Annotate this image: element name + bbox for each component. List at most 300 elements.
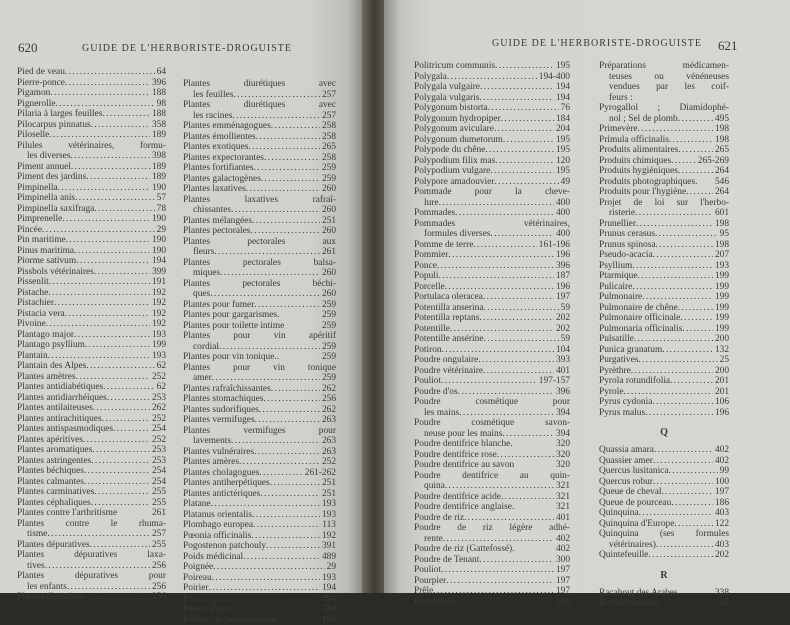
- index-entry: [414, 177, 570, 188]
- entry-term: Plantes diurétiques avec: [183, 79, 336, 90]
- index-entry: [599, 166, 729, 177]
- entry-term: Plantes calmantes: [17, 477, 84, 487]
- entry-term: Populi: [414, 271, 439, 281]
- index-entry: [599, 487, 729, 498]
- entry-term-continuation: feurs :: [599, 93, 729, 104]
- entry-term-continuation: [424, 534, 554, 545]
- entry-term: Plantes pour fumer: [183, 300, 254, 310]
- entry-term: Pigamon: [17, 88, 50, 98]
- entry-term-text: quina: [424, 481, 445, 491]
- entry-term: Politric ou perce-mousse: [183, 615, 276, 625]
- index-entry: [183, 478, 336, 489]
- entry-term-wrap: [183, 216, 320, 227]
- entry-term-wrap: [414, 334, 559, 345]
- entry-term-wrap: [183, 132, 320, 143]
- entry-term: Prendmain: [414, 597, 455, 607]
- entry-term-wrap: [17, 246, 150, 257]
- entry-term: Plantes digestives: [17, 592, 84, 602]
- entry-term-wrap: [414, 450, 554, 461]
- entry-term: Pilocarpus pinnatus: [17, 120, 91, 130]
- entry-term: Plantes laxatives rafraî-: [183, 195, 336, 206]
- entry-term: Pistache: [17, 288, 48, 298]
- entry-page: 199: [150, 340, 166, 351]
- entry-term-wrap: [17, 435, 150, 446]
- entry-continuation: [17, 582, 166, 593]
- entry-page: 197: [713, 487, 729, 498]
- entry-term: Pyrèthre: [599, 366, 631, 376]
- entry-page: 320: [554, 450, 570, 461]
- entry-term-wrap: [17, 298, 150, 309]
- entry-page: 402: [554, 544, 570, 555]
- entry-term-wrap: [17, 78, 150, 89]
- index-entry: [414, 292, 570, 303]
- entry-term: Plantes émollientes: [183, 132, 256, 142]
- entry-term-wrap: [183, 300, 320, 311]
- entry-term: Plantes amètres: [17, 372, 76, 382]
- entry-term: Poudre dentifrice acide: [414, 492, 501, 502]
- entry-term-wrap: [414, 61, 554, 72]
- entry-page: 188: [150, 88, 166, 99]
- entry-page: 197: [554, 576, 570, 587]
- entry-term-wrap: [599, 498, 713, 509]
- entry-term: Polypodium vulgare: [414, 166, 490, 176]
- entry-term: Plantes pour vin apéritif: [183, 331, 336, 342]
- entry-term: Plantes galactogènes: [183, 174, 261, 184]
- entry-term: Pinus maritima: [17, 246, 74, 256]
- entry-page: 400: [554, 229, 570, 240]
- entry-term: Plantes rafraîchissantes: [183, 384, 271, 394]
- entry-term: Pouliot: [414, 376, 441, 386]
- entry-term-continuation: [424, 481, 554, 492]
- entry-continuation: [414, 198, 570, 209]
- index-entry: [17, 351, 166, 362]
- entry-page: 194: [320, 594, 336, 605]
- index-entry: [17, 456, 166, 467]
- index-entry: [17, 78, 166, 89]
- entry-page: 192: [150, 288, 166, 299]
- entry-term-wrap: [599, 135, 713, 146]
- entry-term-continuation: [27, 561, 150, 572]
- entry-term: Pulsatille: [599, 334, 634, 344]
- entry-term-wrap: [183, 510, 320, 521]
- index-entry: [183, 510, 336, 521]
- entry-continuation: [599, 540, 729, 551]
- index-entry: [414, 397, 570, 418]
- entry-term-wrap: [17, 393, 150, 404]
- entry-term-wrap: [17, 120, 150, 131]
- index-entry: [599, 445, 729, 456]
- entry-continuation: [17, 561, 166, 572]
- entry-term: Racahout des Arabes: [599, 588, 678, 598]
- index-entry: [414, 324, 570, 335]
- entry-term-wrap: [183, 310, 320, 321]
- entry-term-wrap: [414, 345, 554, 356]
- running-head: GUIDE DE L'HERBORISTE-DROGUISTE: [82, 43, 292, 55]
- entry-page: 29: [325, 562, 336, 573]
- entry-term-continuation: [193, 289, 320, 300]
- entry-term-text: neuse pour les mains: [424, 429, 502, 439]
- entry-page: 194-400: [537, 72, 570, 83]
- entry-page: 193: [320, 499, 336, 510]
- entry-term-wrap: [183, 447, 320, 458]
- entry-term: Produits pour l'hygiène: [599, 187, 686, 197]
- entry-page: 195: [554, 135, 570, 146]
- entry-page: 200: [713, 334, 729, 345]
- entry-continuation: [183, 342, 336, 353]
- entry-page: 321: [554, 502, 570, 513]
- index-entry: [414, 261, 570, 272]
- entry-term: Quassier amer: [599, 456, 653, 466]
- entry-term-wrap: [183, 394, 320, 405]
- entry-term-wrap: [414, 565, 554, 576]
- entry-page: 403: [713, 508, 729, 519]
- index-entry: [17, 225, 166, 236]
- index-entry: [17, 435, 166, 446]
- section-letter-q: Q: [599, 427, 729, 438]
- entry-term: Plantes amères: [183, 457, 239, 467]
- entry-term-text: nol ; Sel de plomb: [609, 114, 678, 124]
- entry-page: 194: [320, 583, 336, 594]
- entry-term: Poireau: [183, 573, 212, 583]
- index-entry: [414, 145, 570, 156]
- index-entry: [17, 508, 166, 519]
- entry-term: Pilaria à larges feuilles: [17, 109, 102, 119]
- entry-term: Pyrola rotundifolia: [599, 376, 670, 386]
- entry-page: 321: [554, 492, 570, 503]
- entry-term-wrap: [599, 187, 713, 198]
- index-entry: [183, 457, 336, 468]
- entry-term: Plantes antiherpétiques: [183, 478, 270, 488]
- index-entry: [183, 132, 336, 143]
- entry-term: Queue de pourceau: [599, 498, 671, 508]
- entry-page: 192: [150, 319, 166, 330]
- index-entry: [599, 271, 729, 282]
- entry-term-wrap: [599, 240, 713, 251]
- entry-page: 260: [320, 226, 336, 237]
- entry-page: 400: [554, 208, 570, 219]
- entry-term: Plantes emménagogues: [183, 121, 271, 131]
- entry-term-wrap: [183, 405, 320, 416]
- entry-continuation: [183, 90, 336, 101]
- entry-page: 204: [554, 124, 570, 135]
- index-entry: [414, 355, 570, 366]
- index-entry: [414, 471, 570, 492]
- entry-term-wrap: [17, 130, 150, 141]
- entry-term: Quinquina: [599, 508, 639, 518]
- index-entry: [414, 114, 570, 125]
- entry-term: Plantes carminatives: [17, 487, 94, 497]
- index-entry: [183, 300, 336, 311]
- index-entry: [183, 121, 336, 132]
- entry-term: Plantes sudorifiques: [183, 405, 259, 415]
- entry-term: Ponce: [414, 261, 437, 271]
- index-entry: [17, 330, 166, 341]
- index-entry: [599, 282, 729, 293]
- entry-term-wrap: [414, 177, 559, 188]
- entry-term: Quassia amara: [599, 445, 654, 455]
- entry-continuation: [414, 229, 570, 240]
- entry-term-wrap: [17, 235, 150, 246]
- entry-term: Poids médicinal: [183, 552, 243, 562]
- entry-term-wrap: [17, 466, 150, 477]
- entry-term: Quintefeuille: [599, 550, 648, 560]
- entry-term-wrap: [414, 492, 554, 503]
- entry-term: Polygala: [414, 72, 447, 82]
- entry-term-wrap: [183, 552, 320, 563]
- entry-term-continuation: [424, 429, 554, 440]
- entry-term: Potentilla reptans: [414, 313, 479, 323]
- entry-page: 199: [713, 303, 729, 314]
- entry-term-wrap: [599, 313, 713, 324]
- index-entry: [183, 604, 336, 615]
- entry-term-wrap: [599, 145, 713, 156]
- entry-page: 259: [320, 321, 336, 332]
- index-entry: [17, 204, 166, 215]
- entry-page: 256: [150, 592, 166, 603]
- entry-term-wrap: [183, 520, 320, 531]
- entry-term: Préparations médicamen-: [599, 61, 729, 72]
- entry-term: Plantes dépuratives: [17, 540, 90, 550]
- index-entry: [599, 135, 729, 146]
- entry-term-wrap: [183, 615, 320, 625]
- entry-term: Pyrole: [599, 387, 623, 397]
- entry-page: 64: [155, 67, 166, 78]
- index-entry: [17, 403, 166, 414]
- entry-continuation: [414, 534, 570, 545]
- entry-term: Quercus robur: [599, 477, 653, 487]
- entry-term: Potentilla anserina: [414, 303, 484, 313]
- entry-term: Plantes céphaliques: [17, 498, 91, 508]
- entry-term: Poudre dentifrice rose: [414, 450, 497, 460]
- entry-page: 194: [554, 82, 570, 93]
- entry-continuation: [183, 247, 336, 258]
- entry-term: Plantes antispasmodiques: [17, 424, 113, 434]
- entry-page: 251: [320, 216, 336, 227]
- entry-term: Produits alimentaires: [599, 145, 678, 155]
- entry-page: 99: [718, 466, 729, 477]
- entry-page: 194: [554, 93, 570, 104]
- index-entry: [17, 235, 166, 246]
- index-entry: [414, 72, 570, 83]
- entry-term-continuation: [193, 247, 320, 258]
- index-entry: [414, 555, 570, 566]
- index-entry: [183, 321, 336, 332]
- entry-page: 122: [713, 519, 729, 530]
- entry-page: 320: [554, 439, 570, 450]
- entry-term-wrap: [17, 382, 155, 393]
- entry-term-wrap: [17, 372, 150, 383]
- entry-term-wrap: [414, 555, 554, 566]
- index-entry: [414, 366, 570, 377]
- index-entry: [183, 583, 336, 594]
- entry-term-text: chissantes: [193, 205, 231, 215]
- entry-term: Pulicaire: [599, 282, 632, 292]
- index-entry: [414, 387, 570, 398]
- index-entry: [183, 499, 336, 510]
- entry-page: 201: [713, 376, 729, 387]
- entry-term: Plantes antidiabétiques: [17, 382, 103, 392]
- index-entry: [183, 541, 336, 552]
- entry-page: 100: [713, 477, 729, 488]
- entry-term: Plantes antilaiteuses: [17, 403, 93, 413]
- index-entry: [414, 334, 570, 345]
- index-entry: [17, 162, 166, 173]
- entry-page: 254: [150, 477, 166, 488]
- entry-term-wrap: [17, 424, 150, 435]
- entry-term: Poirier: [183, 583, 209, 593]
- entry-term-wrap: [414, 103, 559, 114]
- entry-page: 601: [713, 208, 729, 219]
- index-entry: [599, 219, 729, 230]
- entry-page: 393: [554, 355, 570, 366]
- entry-page: 253: [150, 445, 166, 456]
- entry-term-continuation: [193, 436, 320, 447]
- entry-term-wrap: [414, 597, 554, 608]
- entry-continuation: [17, 151, 166, 162]
- index-entry: [414, 103, 570, 114]
- entry-term-continuation: [424, 408, 554, 419]
- entry-term: Politricum communis: [414, 61, 495, 71]
- entry-term: Plantes dépuratives laxa-: [17, 550, 166, 561]
- index-entry: [414, 586, 570, 597]
- entry-page: 262: [320, 384, 336, 395]
- entry-term-wrap: [183, 604, 320, 615]
- entry-term: Pœonia officinalis: [183, 531, 251, 541]
- entry-term: Poudre vétérinaire: [414, 366, 483, 376]
- entry-term: Plantes antirachitiques: [17, 414, 102, 424]
- entry-term-continuation: [193, 205, 320, 216]
- entry-term: Plantes vermifuges: [183, 415, 255, 425]
- index-entry: [17, 571, 166, 592]
- entry-term-text: lure: [424, 198, 439, 208]
- index-entry: [599, 529, 729, 550]
- index-entry: [183, 426, 336, 447]
- entry-term: Pulmonaire officinale: [599, 313, 680, 323]
- entry-page: 184: [320, 604, 336, 615]
- entry-term-wrap: [17, 456, 150, 467]
- entry-page: 197-157: [537, 376, 570, 387]
- entry-term: Pulmonaire de chêne: [599, 303, 678, 313]
- entry-term: Plantago major: [17, 330, 74, 340]
- entry-term-wrap: [17, 204, 155, 215]
- entry-term-wrap: [414, 576, 554, 587]
- entry-page: 259: [320, 352, 336, 363]
- entry-term-text: fleurs: [193, 247, 214, 257]
- entry-page: 265: [320, 142, 336, 153]
- entry-term-text: les diverses: [27, 151, 70, 161]
- entry-term-wrap: [414, 460, 554, 471]
- entry-continuation: [183, 268, 336, 279]
- index-entry: [17, 214, 166, 225]
- entry-term-wrap: [17, 109, 150, 120]
- entry-term: Ptarmique: [599, 271, 638, 281]
- entry-term-continuation: [27, 151, 150, 162]
- index-entry: [17, 298, 166, 309]
- entry-term-wrap: [17, 508, 150, 519]
- entry-page: 192: [320, 531, 336, 542]
- entry-term-wrap: [183, 226, 320, 237]
- entry-page: 192: [150, 298, 166, 309]
- entry-term-wrap: [183, 153, 320, 164]
- entry-page: 201: [713, 387, 729, 398]
- index-entry: [414, 61, 570, 72]
- entry-page: 199: [713, 292, 729, 303]
- entry-term: Pissenlit: [17, 277, 49, 287]
- entry-term: Poudre dentifrice au quin-: [414, 471, 570, 482]
- index-entry: [599, 598, 729, 609]
- entry-continuation: [183, 111, 336, 122]
- entry-term-text: lavements: [193, 436, 231, 446]
- entry-term-wrap: [183, 562, 325, 573]
- index-entry: [414, 166, 570, 177]
- entry-term: Piment des jardins: [17, 172, 86, 182]
- entry-term-text: risterie: [609, 208, 635, 218]
- entry-term: Plantes cholagogues: [183, 468, 259, 478]
- entry-term-wrap: [599, 292, 713, 303]
- entry-term-wrap: [599, 229, 718, 240]
- index-entry: [183, 195, 336, 216]
- index-entry: [183, 489, 336, 500]
- entry-term-continuation: vendues par les coif-: [599, 82, 729, 93]
- entry-term-wrap: [599, 366, 713, 377]
- entry-term-wrap: [599, 387, 713, 398]
- entry-term: Pivoine: [17, 319, 46, 329]
- entry-term: Pissbols vétérinaires: [17, 267, 94, 277]
- entry-term-wrap: [414, 72, 537, 83]
- entry-term-wrap: [599, 397, 713, 408]
- index-entry: [599, 498, 729, 509]
- entry-term-wrap: [183, 163, 320, 174]
- entry-term-wrap: [599, 124, 713, 135]
- entry-term-continuation: [609, 208, 713, 219]
- index-entry: [17, 183, 166, 194]
- entry-page: 25: [718, 355, 729, 366]
- index-entry: [17, 141, 166, 162]
- entry-term-wrap: [183, 499, 320, 510]
- entry-term-wrap: [599, 156, 696, 167]
- entry-term: Plantes exotiques: [183, 142, 248, 152]
- entry-term-wrap: [183, 457, 320, 468]
- entry-term: Poivre d'eau: [183, 604, 229, 614]
- entry-page: 197: [554, 565, 570, 576]
- entry-term-wrap: [599, 477, 713, 488]
- entry-term-continuation: [193, 90, 320, 101]
- entry-term: Quinquina d'Europe: [599, 519, 674, 529]
- index-entry: [17, 382, 166, 393]
- entry-term-wrap: [17, 319, 150, 330]
- entry-term-wrap: [414, 544, 554, 555]
- index-entry: [183, 79, 336, 100]
- index-entry: [183, 216, 336, 227]
- entry-term-wrap: [183, 594, 320, 605]
- entry-page: 199: [713, 324, 729, 335]
- entry-term-wrap: [414, 145, 554, 156]
- entry-page: 57: [155, 193, 166, 204]
- index-entry: [599, 313, 729, 324]
- index-column-1: [17, 67, 166, 603]
- index-entry: [414, 303, 570, 314]
- entry-page: 195: [554, 166, 570, 177]
- index-entry: [17, 130, 166, 141]
- entry-term: Pignerolle: [17, 99, 56, 109]
- entry-term-wrap: [17, 267, 150, 278]
- entry-term-wrap: [599, 177, 713, 188]
- entry-page: 195: [554, 61, 570, 72]
- entry-term: Quinquina (ses formules: [599, 529, 729, 540]
- entry-term-wrap: [17, 277, 150, 288]
- entry-term: Polygala vulgaire: [414, 82, 480, 92]
- index-entry: [183, 237, 336, 258]
